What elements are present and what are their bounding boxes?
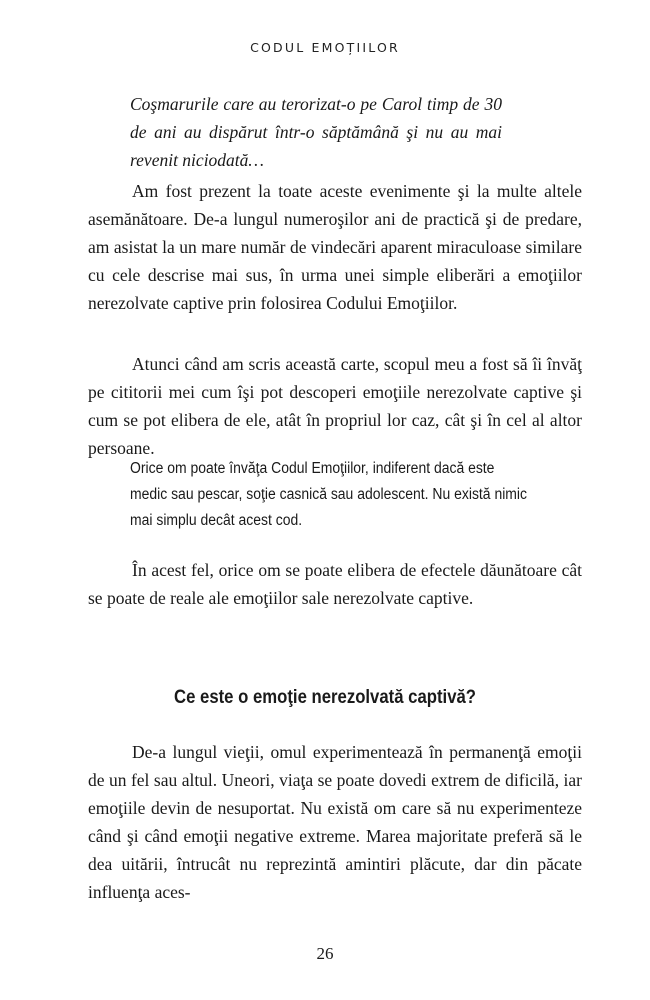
body-paragraph-1: Am fost prezent la toate aceste evenimente şi la multe altele asemănătoare. De-a lungul numeroşilor ani de practică şi de predare, am asistat la un mare număr de vindecări aparent miraculoase similare cu cele descrise mai sus, în urma unei simple eliberări a emoţiilor nerezolvate captive prin folosirea Codului Emoţiilor. [88, 181, 582, 313]
callout-quote: Orice om poate învăţa Codul Emoţiilor, indiferent dacă este medic sau pescar, soţie casnică sau adolescent. Nu există nimic mai simplu decât acest cod. [130, 460, 527, 529]
body-paragraph-2: Atunci când am scris această carte, scopul meu a fost să îi învăţ pe cititorii mei cum îşi pot descoperi emoţiile nerezolvate captive şi cum se pot elibera de ele, atât în propriul lor caz, cât şi în cel al altor persoane. [88, 354, 582, 458]
running-header-title: CODUL EMOȚIILOR [250, 40, 400, 55]
section-heading: Ce este o emoţie nerezolvată captivă? [173, 687, 477, 708]
body-paragraph-4: De-a lungul vieţii, omul experimentează în permanenţă emoţii de un fel sau altul. Uneori, viaţa se poate dovedi extrem de dificilă, iar emoţiile devin de nesuportat. Nu există om care să nu experimenteze când şi când emoţii negative extreme. Marea majoritate preferă să le dea uitării, întrucât nu reprezintă amintiri plăcute, dar din păcate influenţa aces- [88, 742, 582, 902]
body-paragraph-3: În acest fel, orice om se poate elibera de efectele dăunătoare cât se poate de reale ale emoţiilor sale nerezolvate captive. [88, 560, 582, 608]
italic-quote: Coşmarurile care au terorizat-o pe Carol timp de 30 de ani au dispărut într-o săptămână şi nu au mai revenit niciodată… [130, 94, 502, 170]
page-number: 26 [316, 944, 334, 963]
